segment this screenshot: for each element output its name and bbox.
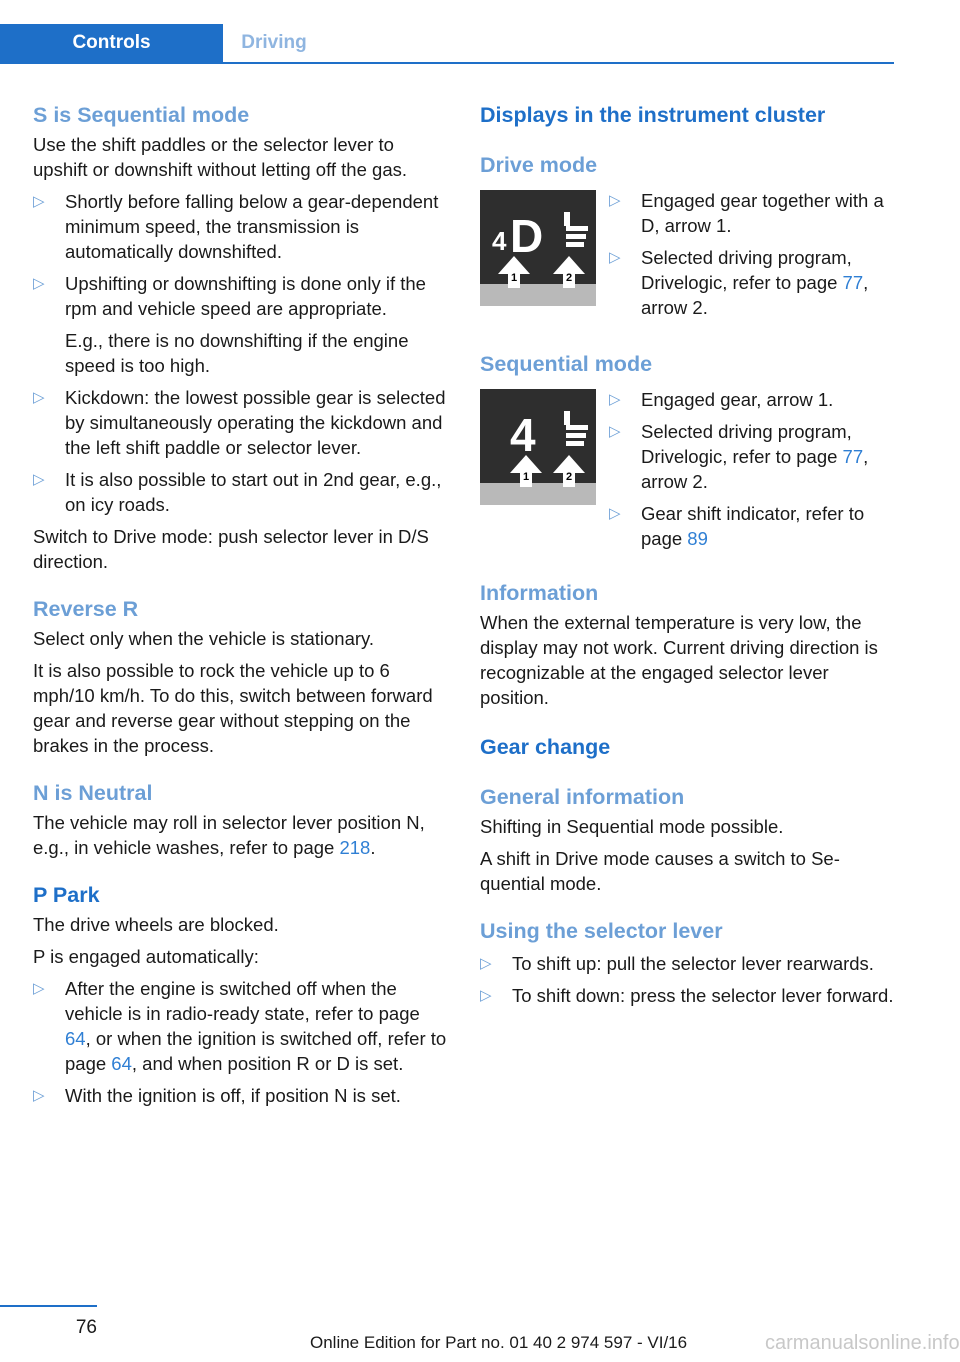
watermark: carmanualsonline.info: [765, 1332, 960, 1354]
instrument-display-illustration: [480, 190, 596, 306]
bullet-icon: ▷: [480, 987, 492, 1004]
list-item: ▷ After the engine is switched off when the vehicle is in radio-ready state, refer to page 64, or when the ignition is switched off, refer to page 64, and when position R or D is set.: [33, 978, 447, 1074]
list-item: ▷ Kickdown: the lowest possible gear is selected by simultaneously operating the kickdown and the left shift paddle or selector lever.: [33, 387, 446, 458]
park-heading: P Park: [33, 883, 100, 907]
edition-text: Online Edition for Part no. 01 40 2 974 597 - VI/16: [310, 1333, 688, 1352]
list-item-note: E.g., there is no downshifting if the engine speed is too high.: [65, 330, 409, 376]
bullet-icon: ▷: [609, 192, 621, 209]
svg-text:2: 2: [565, 471, 573, 483]
list-item: ▷ It is also possible to start out in 2nd gear, e.g., on icy roads.: [33, 469, 442, 515]
list-item: ▷ With the ignition is off, if position N is set.: [33, 1085, 401, 1106]
gear-change-p1: Shifting in Sequential mode possible.: [480, 816, 784, 837]
s-mode-intro: Use the shift paddles or the selector lever to upshift or downshift without letting off the gas.: [33, 134, 407, 180]
svg-text:2: 2: [565, 272, 573, 284]
gear-change-p2: A shift in Drive mode causes a switch to Sequential mode.: [480, 848, 840, 894]
list-item: ▷ To shift up: pull the selector lever rearwards.: [480, 953, 874, 974]
bullet-icon: ▷: [33, 471, 45, 488]
drive-mode-row: [480, 188, 894, 327]
sequential-mode-heading: Sequential mode: [480, 352, 653, 376]
svg-text:1: 1: [522, 471, 530, 483]
list-item: ▷ Gear shift indicator, refer to page 89: [609, 503, 865, 549]
bullet-icon: ▷: [480, 955, 492, 972]
sequential-mode-row: [480, 387, 894, 558]
park-p1: The drive wheels are blocked.: [33, 914, 279, 935]
page-link[interactable]: 64: [111, 1053, 132, 1074]
instrument-display-illustration: [480, 389, 596, 505]
selector-lever-heading: Using the selector lever: [480, 919, 723, 943]
displays-heading: Displays in the instrument cluster: [480, 103, 826, 127]
gear-change-heading: Gear change: [480, 735, 611, 759]
neutral-p1: The vehicle may roll in selector lever position N, e.g., in vehicle washes, refer to page 218.: [33, 812, 425, 858]
drive-mode-heading: Drive mode: [480, 153, 598, 177]
page-link[interactable]: 89: [687, 528, 708, 549]
s-mode-list: [33, 189, 448, 517]
gear-number: 4: [492, 226, 507, 256]
drive-mode-display-image: [480, 190, 596, 306]
list-item: ▷ Selected driving program, Drivelogic, refer to page 77, arrow 2.: [609, 247, 869, 318]
s-mode-heading: S is Sequential mode: [33, 103, 250, 127]
list-item: ▷ Engaged gear, arrow 1.: [609, 389, 834, 410]
selector-lever-list: [480, 951, 894, 1008]
page-link[interactable]: 64: [65, 1028, 86, 1049]
right-column: [480, 102, 894, 1015]
park-p2: P is engaged automatically:: [33, 946, 259, 967]
neutral-heading: N is Neutral: [33, 781, 153, 805]
list-item: ▷ Selected driving program, Drivelogic, refer to page 77, arrow 2.: [609, 421, 869, 492]
page-link[interactable]: 77: [842, 272, 864, 293]
bullet-icon: ▷: [33, 980, 45, 997]
tab-driving[interactable]: Driving: [241, 32, 307, 53]
sequential-mode-display-image: [480, 389, 596, 505]
reverse-heading: Reverse R: [33, 597, 139, 621]
drive-mode-list: [609, 188, 894, 327]
list-item: ▷ Upshifting or downshifting is done only if the rpm and vehicle speed are appropriate. E.g., there is no downshifting if the engine speed is too high.: [33, 271, 448, 378]
bullet-icon: ▷: [609, 423, 621, 440]
information-text: When the external temperature is very low, the display may not work. Current driving direction is recognizable at the engaged selector lever position.: [480, 612, 878, 708]
gear-number: 4: [510, 409, 536, 461]
page-link[interactable]: 77: [842, 446, 864, 467]
information-heading: Information: [480, 581, 599, 605]
list-item: ▷ Shortly before falling below a gear-dependent minimum speed, the transmission is automatically downshifted.: [33, 191, 439, 262]
park-list: [33, 976, 448, 1108]
list-item: ▷ To shift down: press the selector lever forward.: [480, 985, 894, 1006]
bullet-icon: ▷: [609, 391, 621, 408]
left-column: [33, 102, 448, 1115]
bullet-icon: ▷: [609, 249, 621, 266]
page-link[interactable]: 218: [339, 837, 371, 858]
footer-divider: [0, 1305, 97, 1307]
bullet-icon: ▷: [33, 389, 45, 406]
page-number: 76: [75, 1317, 97, 1338]
list-item: ▷ Engaged gear together with a D, arrow 1.: [609, 190, 884, 236]
switch-drive-text: Switch to Drive mode: push selector lever in D/S direction.: [33, 526, 429, 572]
sequential-mode-list: [609, 387, 894, 558]
bullet-icon: ▷: [609, 505, 621, 522]
drive-mode-letter: D: [510, 210, 544, 262]
header-tab-bar: [0, 24, 894, 64]
reverse-p2: It is also possible to rock the vehicle up to 6 mph/10 km/h. To do this, switch between forward gear and reverse gear without stepping on the brakes in the process.: [33, 660, 433, 756]
bullet-icon: ▷: [33, 193, 45, 210]
bullet-icon: ▷: [33, 1087, 45, 1104]
tab-controls[interactable]: Controls: [0, 24, 223, 62]
bullet-icon: ▷: [33, 275, 45, 292]
svg-text:1: 1: [510, 272, 518, 284]
general-information-heading: General information: [480, 785, 685, 809]
reverse-p1: Select only when the vehicle is stationary.: [33, 628, 375, 649]
